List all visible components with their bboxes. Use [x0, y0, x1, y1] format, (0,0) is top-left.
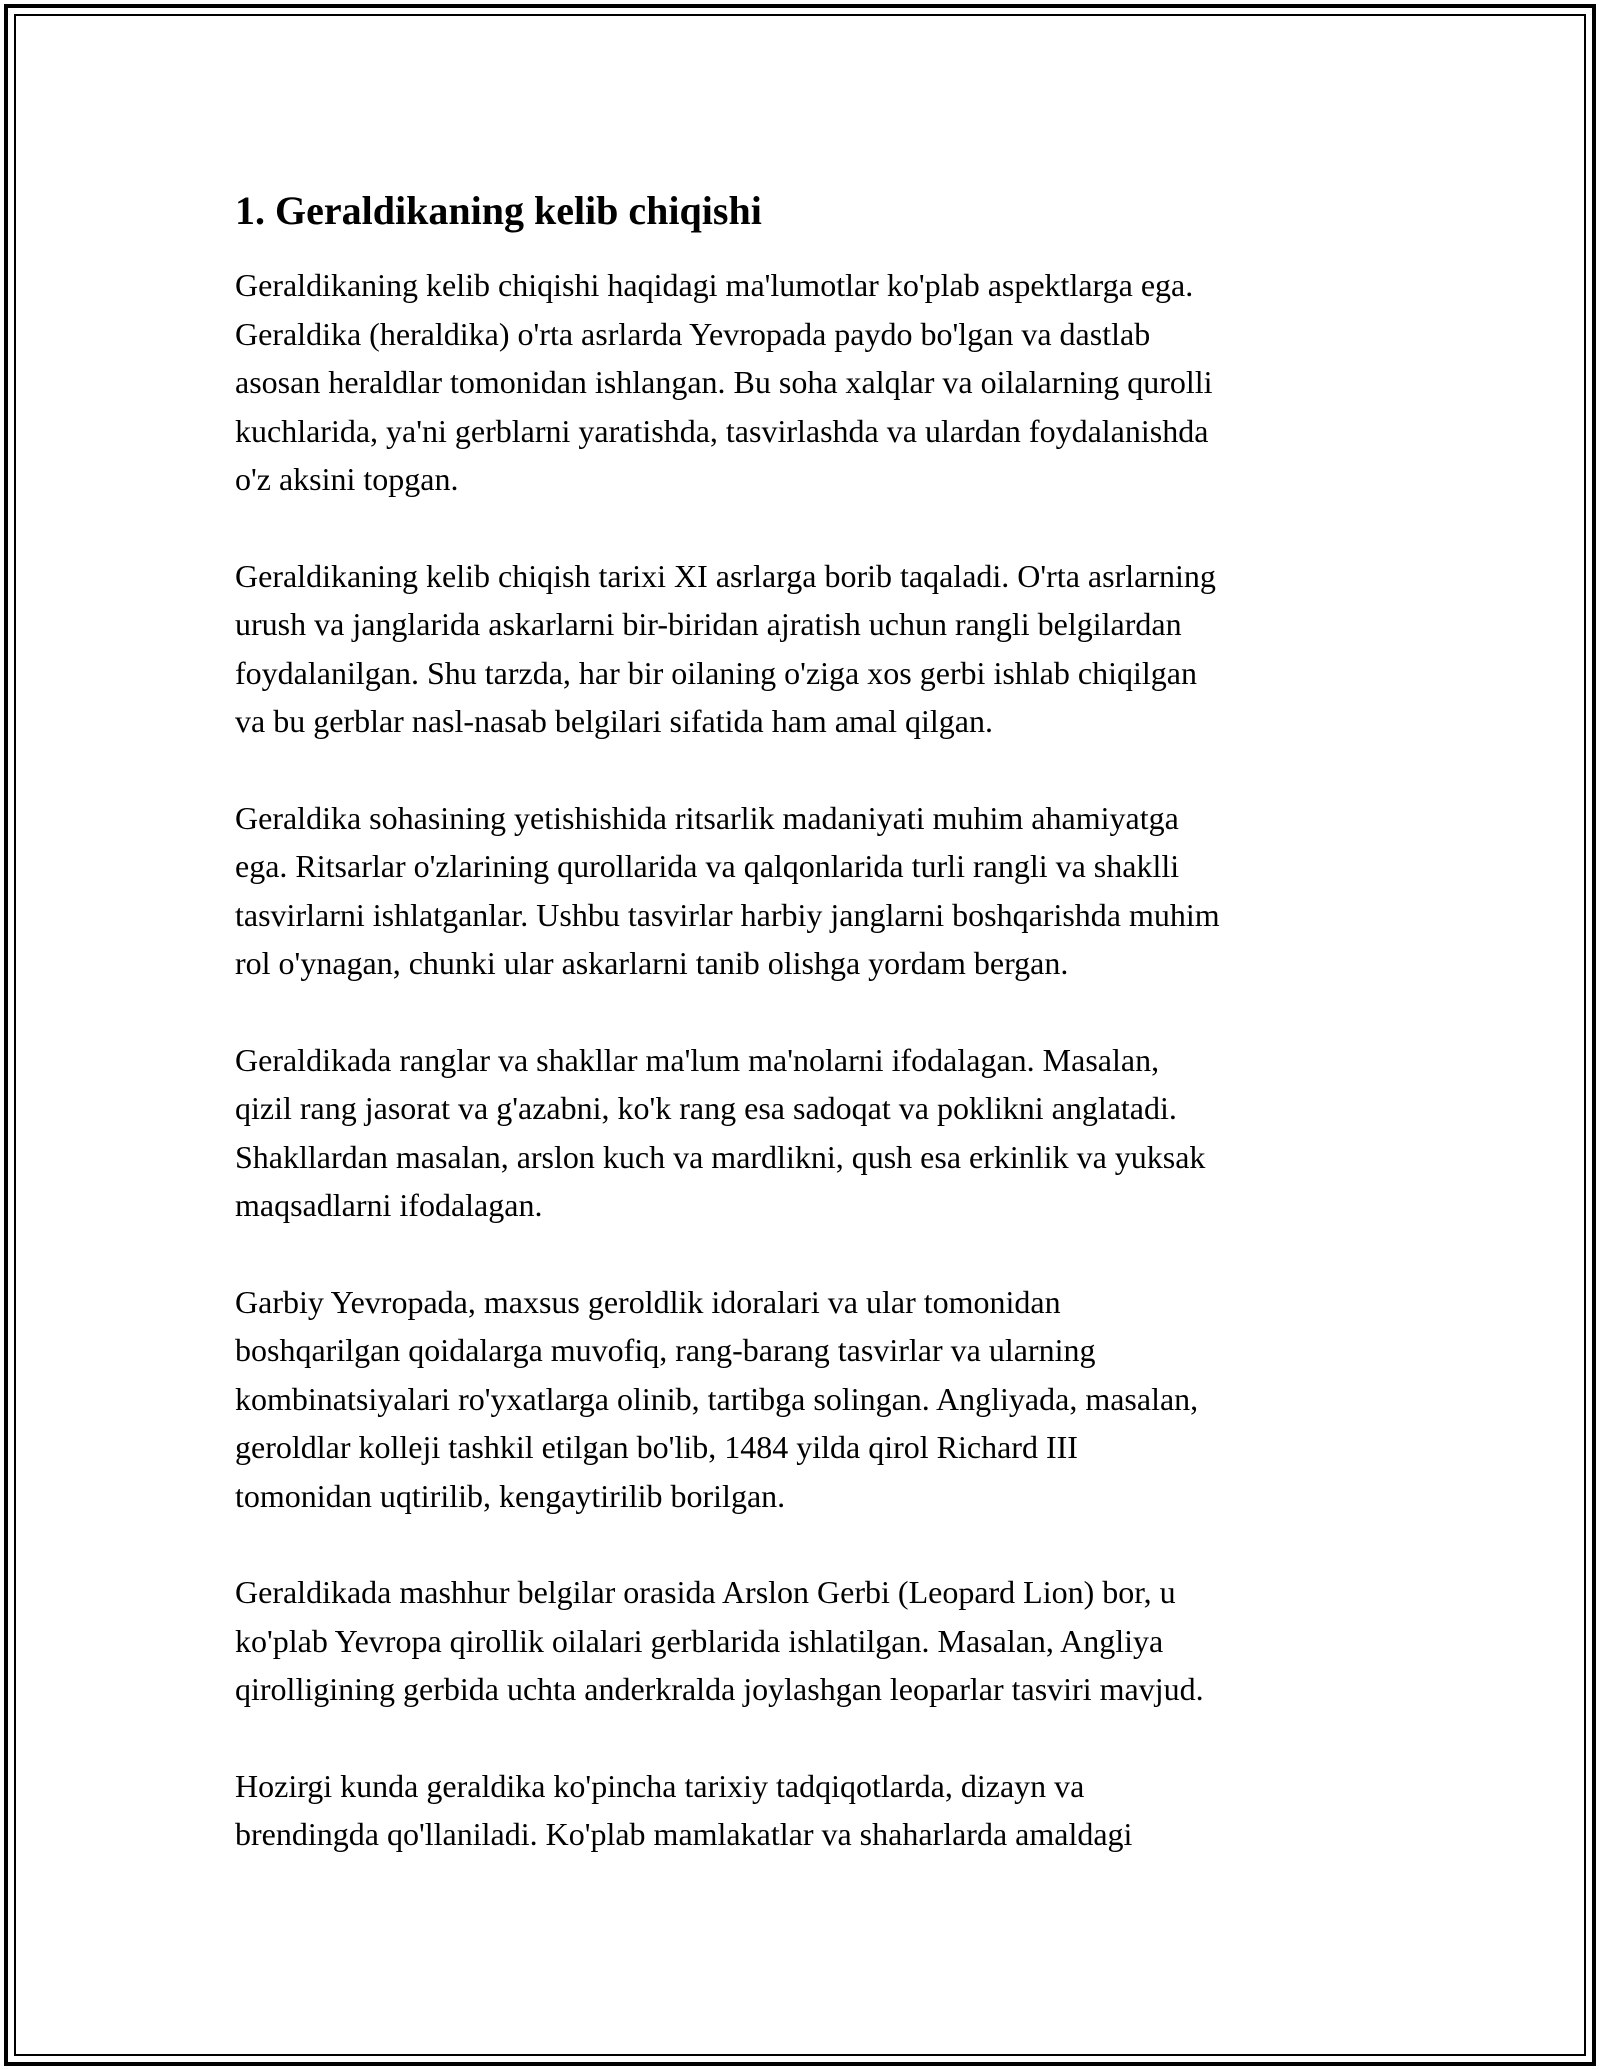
paragraph-line: Geraldika (heraldika) o'rta asrlarda Yevropada paydo bo'lgan va dastlab [235, 315, 1151, 352]
section-heading: 1. Geraldikaning kelib chiqishi [235, 188, 762, 233]
paragraph-line: ega. Ritsarlar o'zlarining qurollarida va qalqonlarida turli rangli va shaklli [235, 848, 1180, 884]
paragraph-line: Geraldikaning kelib chiqishi haqidagi ma'lumotlar ko'plab aspektlarga ega. [235, 267, 1194, 303]
paragraph-line: Geraldikaning kelib chiqish tarixi XI asrlarga borib taqaladi. O'rta asrlarning [235, 557, 1216, 594]
paragraph-line: boshqarilgan qoidalarga muvofiq, rang-barang tasvirlar va ularning [235, 1332, 1096, 1368]
paragraph-line: rol o'ynagan, chunki ular askarlarni tanib olishga yordam bergan. [235, 945, 1069, 981]
paragraph-line: maqsadlarni ifodalagan. [235, 1187, 543, 1223]
paragraph-line: Geraldikada mashhur belgilar orasida Arslon Gerbi (Leopard Lion) bor, u [235, 1574, 1176, 1610]
paragraph [235, 1036, 1375, 1230]
paragraph-line: tomonidan uqtirilib, kengaytirilib borilgan. [235, 1477, 786, 1514]
paragraph-line: Geraldika sohasining yetishishida ritsarlik madaniyati muhim ahamiyatga [235, 799, 1179, 836]
paragraph-line: kuchlarida, ya'ni gerblarni yaratishda, tasvirlashda va ulardan foydalanishda [235, 412, 1209, 449]
paragraph-line: qirolligining gerbida uchta anderkralda joylashgan leoparlar tasviri mavjud. [235, 1671, 1204, 1707]
paragraph-list [235, 261, 1375, 1859]
paragraph [235, 552, 1375, 746]
paragraph-line: brendingda qo'llaniladi. Ko'plab mamlakatlar va shaharlarda amaldagi [235, 1816, 1133, 1852]
paragraph [235, 261, 1375, 504]
paragraph-line: foydalanilgan. Shu tarzda, har bir oilaning o'ziga xos gerbi ishlab chiqilgan [235, 654, 1197, 691]
paragraph-line: va bu gerblar nasl-nasab belgilari sifatida ham amal qilgan. [235, 703, 993, 739]
paragraph [235, 794, 1375, 988]
paragraph-line: qizil rang jasorat va g'azabni, ko'k rang esa sadoqat va poklikni anglatadi. [235, 1090, 1177, 1126]
document-body [235, 186, 1375, 1907]
paragraph-line: Shakllardan masalan, arslon kuch va mardlikni, qush esa erkinlik va yuksak [235, 1138, 1206, 1175]
paragraph-line: urush va janglarida askarlarni bir-biridan ajratish uchun rangli belgilardan [235, 606, 1182, 642]
paragraph-line: Garbiy Yevropada, maxsus geroldlik idoralari va ular tomonidan [235, 1283, 1061, 1320]
paragraph [235, 1568, 1375, 1714]
paragraph-line: geroldlar kolleji tashkil etilgan bo'lib, 1484 yilda qirol Richard III [235, 1429, 1078, 1465]
paragraph [235, 1762, 1375, 1859]
paragraph-line: asosan heraldlar tomonidan ishlangan. Bu soha xalqlar va oilalarning qurolli [235, 364, 1213, 400]
paragraph [235, 1278, 1375, 1521]
paragraph-line: Geraldikada ranglar va shakllar ma'lum ma'nolarni ifodalagan. Masalan, [235, 1041, 1160, 1078]
paragraph-line: kombinatsiyalari ro'yxatlarga olinib, tartibga solingan. Angliyada, masalan, [235, 1380, 1199, 1417]
paragraph-line: Hozirgi kunda geraldika ko'pincha tarixiy tadqiqotlarda, dizayn va [235, 1767, 1085, 1804]
paragraph-line: o'z aksini topgan. [235, 461, 459, 497]
paragraph-line: ko'plab Yevropa qirollik oilalari gerblarida ishlatilgan. Masalan, Angliya [235, 1622, 1164, 1659]
paragraph-line: tasvirlarni ishlatganlar. Ushbu tasvirlar harbiy janglarni boshqarishda muhim [235, 896, 1220, 933]
